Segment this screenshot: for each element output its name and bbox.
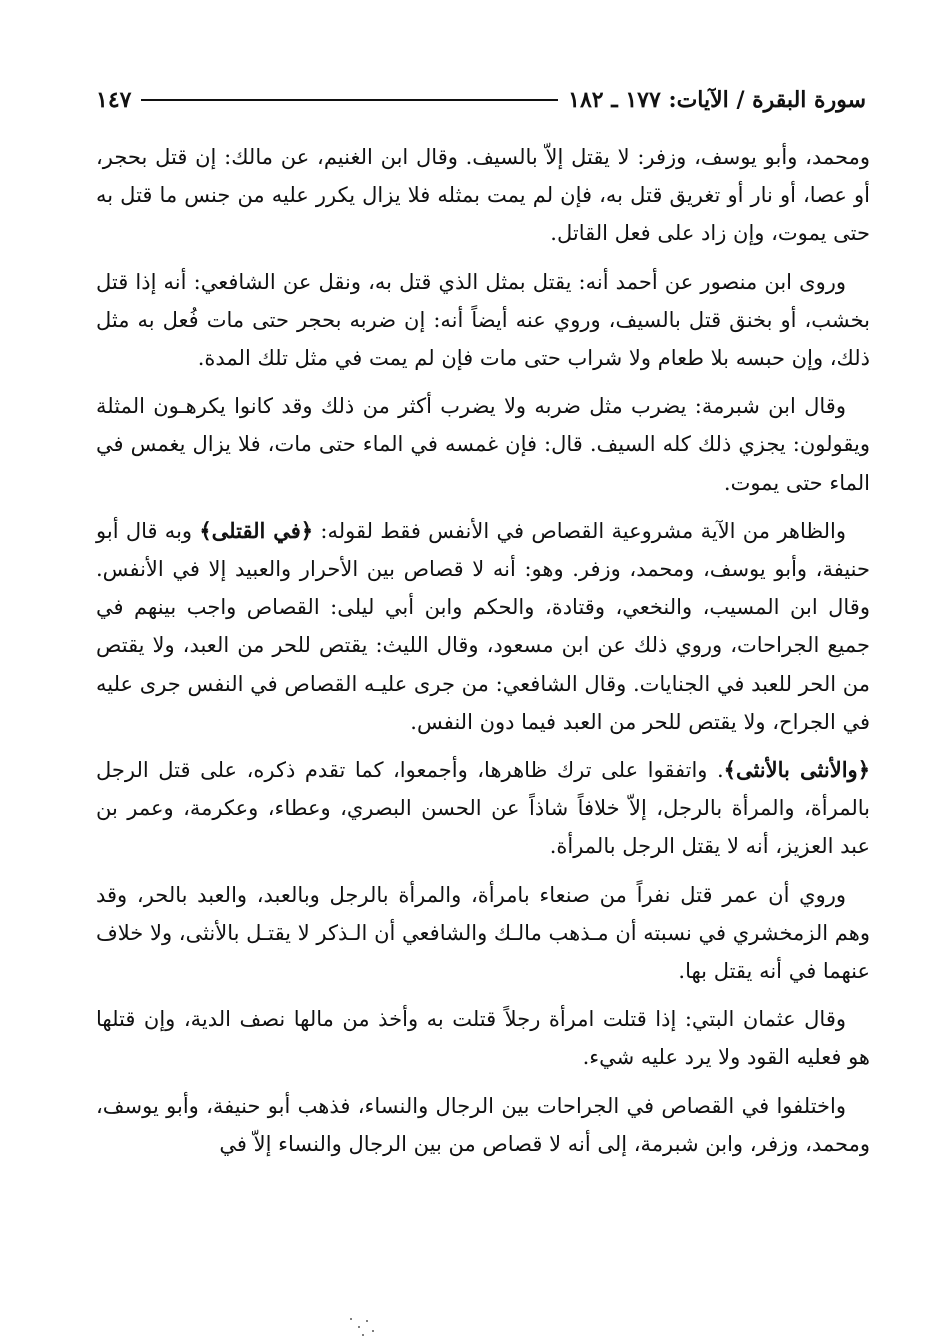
paragraph (96, 512, 870, 741)
quran-quote: ﴿والأنثى بالأنثى﴾ (723, 757, 870, 783)
scan-speck (350, 1318, 352, 1320)
paragraph: واختلفوا في القصاص في الجراحات بين الرجال والنساء، فذهب أبو حنيفة، وأبو يوسف، ومحمد، وزفر، وابن شبرمة، إلى أنه لا قصاص من بين الرجال والنساء إلاّ في (96, 1093, 870, 1156)
body-text (96, 138, 870, 1173)
scan-speck (358, 1326, 360, 1328)
paragraph-text: . واتفقوا على ترك ظاهرها، وأجمعوا، كما تقدم ذكره، على قتل الرجل بالمرأة، والمرأة بالرجل، إلاّ خلافاً شاذاً عن الحسن البصري، وعطاء، وعكرمة، وعمر بن عبد العزيز، أنه لا يقتل الرجل بالمرأة. (96, 758, 870, 859)
paragraph: وقال عثمان البتي: إذا قتلت امرأة رجلاً قتلت به وأخذ من مالها نصف الدية، وإن قتلها هو فعليه القود ولا يرد عليه شيء. (96, 1007, 870, 1070)
paragraph-text: وبه قال أبو حنيفة، وأبو يوسف، ومحمد، وزفر. وهو: أنه لا قصاص بين الأحرار والعبيد إلا في الأنفس. وقال ابن المسيب، والنخعي، وقتادة، والحكم وابن أبي ليلى: القصاص واجب بينهم في جميع الجراحات، وروي ذلك عن ابن مسعود، وقال الليث: يقتص للحر من العبد، ولا يقتص من الحر للعبد في الجنايات. وقال الشافعي: من جرى عليـه القصاص في النفس جرى عليه في الجراح، ولا يقتص للحر من العبد فيما دون النفس. (96, 518, 870, 734)
header-rule (141, 99, 558, 101)
paragraph: وروي أن عمر قتل نفراً من صنعاء بامرأة، والمرأة بالرجل وبالعبد، والعبد بالحر، وقد وهم الزمخشري في نسبته أن مـذهب مالـك والشافعي أن الـذكر لا يقتـل بالأنثى، ولا خلاف عنهما في أنه يقتل بها. (96, 882, 870, 984)
scan-speck (366, 1320, 368, 1322)
paragraph-text: والظاهر من الآية مشروعية القصاص في الأنفس فقط لقوله: (313, 518, 846, 543)
scan-speck (372, 1330, 374, 1332)
page-number: ١٤٧ (96, 87, 132, 113)
paragraph: وقال ابن شبرمة: يضرب مثل ضربه ولا يضرب أكثر من ذلك وقد كانوا يكرهـون المثلة ويقولون: يجزي ذلك كله السيف. قال: فإن غمسه في الماء حتى مات، فلا يزال يغمس في الماء حتى يموت. (96, 394, 870, 495)
paragraph (96, 751, 870, 866)
running-header (96, 84, 866, 116)
header-title: سورة البقرة / الآيات: ١٧٧ ـ ١٨٢ (568, 87, 866, 113)
quran-quote: ﴿في القتلى﴾ (199, 517, 314, 543)
scan-speck (362, 1334, 364, 1336)
paragraph: ومحمد، وأبو يوسف، وزفر: لا يقتل إلاّ بالسيف. وقال ابن الغنيم، عن مالك: إن قتل بحجر، أو عصا، أو نار أو تغريق قتل به، فإن لم يمت بمثله فلا يزال يكرر عليه من جنس ما قتل به حتى يموت، وإن زاد على فعل القاتل. (96, 145, 870, 246)
paragraph: وروى ابن منصور عن أحمد أنه: يقتل بمثل الذي قتل به، ونقل عن الشافعي: أنه إذا قتل بخشب، أو بخنق قتل بالسيف، وروي عنه أيضاً أنه: إن ضربه بحجر حتى مات فُعل به مثل ذلك، وإن حبسه بلا طعام ولا شراب حتى مات فإن لم يمت في مثل تلك المدة. (96, 269, 870, 371)
